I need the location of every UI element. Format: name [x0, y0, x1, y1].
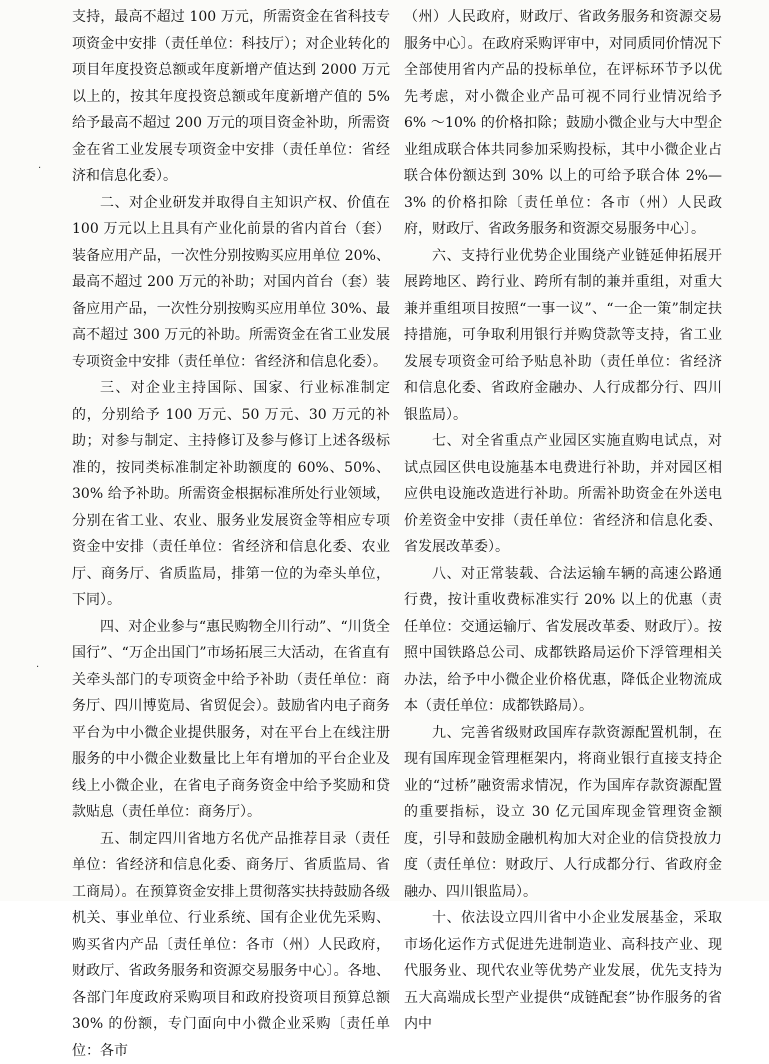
right-column [404, 4, 722, 1038]
paragraph: 五、制定四川省地方名优产品推荐目录（责任单位：省经济和信息化委、商务厅、省质监局、省工商局）。在预算资金安排上贯彻落实扶持鼓励各级机关、事业单位、行业系统、国有企业优先采购、购买省内产品〔责任单位：各市（州）人民政府，财政厅、省政务服务和资源交易服务中心〕。各地、各部门年度政府采购项目和政府投资项目预算总额 30% 的份额，专门面向中小微企业采购〔责任单位：各市 [72, 826, 390, 1064]
paragraph: 二、对企业研发并取得自主知识产权、价值在 100 万元以上且具有产业化前景的省内首台（套）装备应用产品，一次性分别按购买应用单位 20%、最高不超过 200 万元的补助；对国内首台（套）装备应用产品，一次性分别按购买应用单位 30%、最高不超过 300 万元的补助。所需资金在省工业发展专项资金中安排（责任单位：省经济和信息化委）。 [72, 190, 390, 376]
paragraph: 支持，最高不超过 100 万元，所需资金在省科技专项资金中安排（责任单位：科技厅）；对企业转化的项目年度投资总额或年度新增产值达到 2000 万元以上的，按其年度投资总额或年度新增产值的 5% 给予最高不超过 200 万元的项目资金补助，所需资金在省工业发展专项资金中安排（责任单位：省经济和信息化委）。 [72, 4, 390, 190]
paragraph: 四、对企业参与“惠民购物全川行动”、“川货全国行”、“万企出国门”市场拓展三大活动，在省直有关牵头部门的专项资金中给予补助（责任单位：商务厅、四川博览局、省贸促会）。鼓励省内电子商务平台为中小微企业提供服务，对在平台上在线注册服务的中小微企业数量比上年有增加的平台企业及线上小微企业，在省电子商务资金中给予奖励和贷款贴息（责任单位：商务厅）。 [72, 614, 390, 826]
paragraph: 七、对全省重点产业园区实施直购电试点，对试点园区供电设施基本电费进行补助，并对园区相应供电设施改造进行补助。所需补助资金在外送电价差资金中安排（责任单位：省经济和信息化委、省发展改革委）。 [404, 428, 722, 561]
paragraph: 三、对企业主持国际、国家、行业标准制定的，分别给予 100 万元、50 万元、30 万元的补助；对参与制定、主持修订及参与修订上述各级标准的，按同类标准制定补助额度的 60%、50%、30% 给予补助。所需资金根据标准所处行业领域，分别在省工业、农业、服务业发展资金等相应专项资金中安排（责任单位：省经济和信息化委、农业厅、商务厅、省质监局，排第一位的为牵头单位，下同）。 [72, 375, 390, 614]
paragraph: 十、依法设立四川省中小企业发展基金，采取市场化运作方式促进先进制造业、高科技产业、现代服务业、现代农业等优势产业发展，优先支持为五大高端成长型产业提供“成链配套”协作服务的省内中 [404, 905, 722, 1038]
paragraph: 六、支持行业优势企业围绕产业链延伸拓展开展跨地区、跨行业、跨所有制的兼并重组，对重大兼并重组项目按照“一事一议”、“一企一策”制定扶持措施，可争取利用银行并购贷款等支持，省工业发展专项资金可给予贴息补助（责任单位：省经济和信息化委、省政府金融办、人行成都分行、四川银监局）。 [404, 243, 722, 429]
paragraph: 九、完善省级财政国库存款资源配置机制，在现有国库现金管理框架内，将商业银行直接支持企业的“过桥”融资需求情况，作为国库存款资源配置的重要指标，设立 30 亿元国库现金管理资金额度，引导和鼓励金融机构加大对企业的信贷投放力度（责任单位：财政厅、人行成都分行、省政府金融办、四川银监局）。 [404, 720, 722, 906]
left-column [72, 4, 390, 1064]
scan-speck: · [36, 662, 39, 673]
paragraph: 八、对正常装载、合法运输车辆的高速公路通行费，按计重收费标准实行 20% 以上的优惠（责任单位：交通运输厅、省发展改革委、财政厅）。按照中国铁路总公司、成都铁路局运价下浮管理相关办法，给予中小微企业价格优惠，降低企业物流成本（责任单位：成都铁路局）。 [404, 561, 722, 720]
paragraph: （州）人民政府，财政厅、省政务服务和资源交易服务中心〕。在政府采购评审中，对同质同价情况下全部使用省内产品的投标单位，在评标环节予以优先考虑，对小微企业产品可视不同行业情况给予 6% ～10% 的价格扣除；鼓励小微企业与大中型企业组成联合体共同参加采购投标，其中小微企业占联合体份额达到 30% 以上的可给予联合体 2%—3% 的价格扣除〔责任单位：各市（州）人民政府，财政厅、省政务服务和资源交易服务中心〕。 [404, 4, 722, 243]
scan-speck: . [38, 160, 41, 171]
